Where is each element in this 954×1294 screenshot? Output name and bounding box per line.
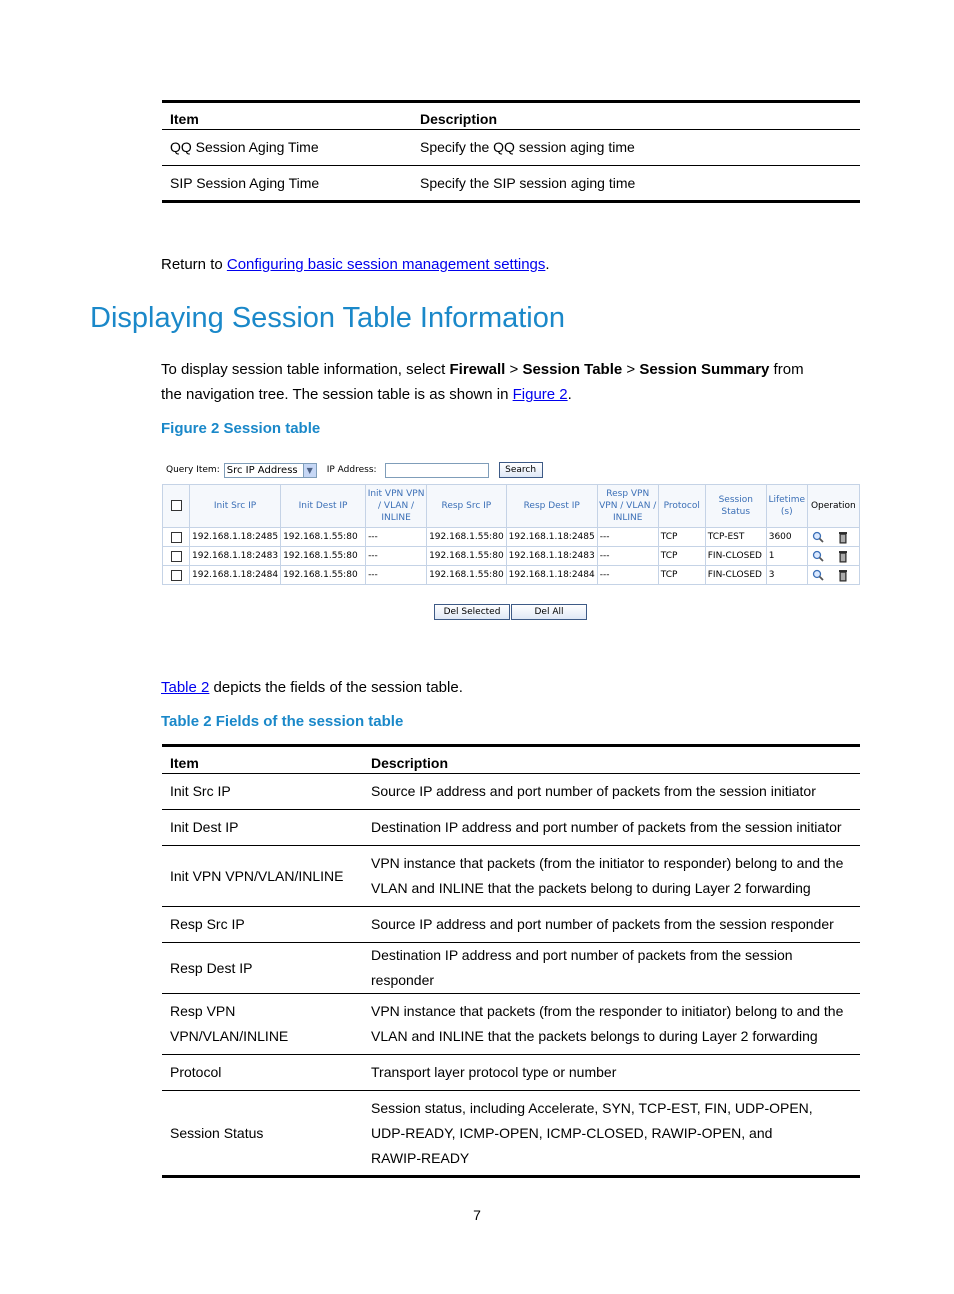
ip-address-label: IP Address: <box>326 465 377 475</box>
trash-icon[interactable] <box>838 531 848 544</box>
row-checkbox-cell <box>163 528 190 547</box>
table-row <box>162 1055 860 1091</box>
table-cell: 192.168.1.55:80 <box>281 566 366 585</box>
magnifier-icon[interactable] <box>812 569 824 581</box>
column-header-init-dest-ip[interactable]: Init Dest IP <box>281 485 366 528</box>
field-description: VLAN and INLINE that the packets belong to during Layer 2 forwarding <box>371 880 811 896</box>
menu-firewall: Firewall <box>449 361 506 378</box>
field-name: Resp VPN <box>170 1003 236 1019</box>
table-cell: 3 <box>766 566 807 585</box>
column-header-item: Item <box>170 755 199 771</box>
table-cell: 192.168.1.55:80 <box>281 547 366 566</box>
column-header-resp-src-ip[interactable]: Resp Src IP <box>427 485 507 528</box>
column-header-lifetime[interactable]: Lifetime (s) <box>766 485 807 528</box>
table2-link[interactable]: Table 2 <box>161 679 210 696</box>
table-cell <box>162 1055 363 1091</box>
menu-session-table: Session Table <box>522 361 623 378</box>
select-all-checkbox-cell <box>163 485 190 528</box>
chevron-down-icon: ▼ <box>303 464 316 477</box>
field-description: Destination IP address and port number of packets from the session initiator <box>371 819 842 835</box>
column-header-protocol[interactable]: Protocol <box>658 485 705 528</box>
table-cell <box>162 846 363 907</box>
table-cell: 192.168.1.18:2484 <box>506 566 597 585</box>
query-item-label: Query Item: <box>166 465 220 475</box>
table-cell <box>162 1091 363 1177</box>
row-checkbox[interactable] <box>171 551 182 562</box>
return-end: . <box>545 256 550 273</box>
field-description: RAWIP-READY <box>371 1149 470 1166</box>
row-checkbox[interactable] <box>171 570 182 581</box>
field-description: VPN instance that packets (from the responder to initiator) belong to and the <box>371 1003 844 1019</box>
session-fields-table <box>162 744 860 1178</box>
table-cell <box>363 907 860 943</box>
search-button[interactable]: Search <box>499 462 543 478</box>
trash-icon[interactable] <box>838 550 848 563</box>
trash-icon[interactable] <box>838 569 848 582</box>
column-header-resp-dest-ip[interactable]: Resp Dest IP <box>506 485 597 528</box>
table-cell: --- <box>597 566 658 585</box>
table-cell: --- <box>366 528 427 547</box>
intro-text-line2: the navigation tree. The session table is as shown in <box>161 386 513 403</box>
field-description: Source IP address and port number of packets from the session initiator <box>371 783 816 799</box>
table-row <box>163 547 860 566</box>
return-text: Return to <box>161 256 227 273</box>
query-bar <box>166 462 543 478</box>
column-header-init-src-ip[interactable]: Init Src IP <box>190 485 281 528</box>
del-selected-button[interactable]: Del Selected <box>434 604 510 620</box>
table-cell <box>162 810 363 846</box>
operation-cell <box>807 547 859 566</box>
table-cell <box>363 774 860 810</box>
field-name: Session Status <box>170 1124 264 1141</box>
table-cell <box>363 810 860 846</box>
table-cell <box>363 1091 860 1177</box>
column-header-description: Description <box>371 755 449 771</box>
field-name: VPN/VLAN/INLINE <box>170 1028 289 1044</box>
table-cell: 192.168.1.55:80 <box>427 528 507 547</box>
figure-link[interactable]: Figure 2 <box>512 386 568 403</box>
table-row <box>162 994 860 1055</box>
table-cell <box>162 994 363 1055</box>
menu-separator: > <box>505 361 523 378</box>
field-description: Source IP address and port number of packets from the session responder <box>371 916 834 932</box>
field-name: Init Src IP <box>170 783 231 799</box>
page-heading: Displaying Session Table Information <box>90 302 566 334</box>
field-description: VLAN and INLINE that the packets belongs to during Layer 2 forwarding <box>371 1028 818 1044</box>
column-header-init-vpn[interactable]: Init VPN VPN / VLAN / INLINE <box>366 485 427 528</box>
row-checkbox[interactable] <box>171 532 182 543</box>
figure-caption: Figure 2 Session table <box>161 420 321 437</box>
table-row <box>162 130 860 166</box>
field-name: Protocol <box>170 1064 222 1080</box>
session-table <box>162 484 860 585</box>
del-all-button[interactable]: Del All <box>511 604 587 620</box>
table-cell: 192.168.1.18:2485 <box>506 528 597 547</box>
table-cell: --- <box>597 528 658 547</box>
menu-separator: > <box>622 361 640 378</box>
action-buttons <box>434 604 587 620</box>
table-cell: --- <box>366 547 427 566</box>
query-item-select[interactable] <box>224 463 317 478</box>
table-cell: 192.168.1.55:80 <box>427 547 507 566</box>
operation-cell <box>807 528 859 547</box>
magnifier-icon[interactable] <box>812 550 824 562</box>
row-checkbox-cell <box>163 566 190 585</box>
field-name: Init VPN VPN/VLAN/INLINE <box>170 867 344 884</box>
table-cell <box>363 994 860 1055</box>
column-header-operation: Operation <box>807 485 859 528</box>
table-cell: 192.168.1.18:2485 <box>190 528 281 547</box>
table-cell: --- <box>597 547 658 566</box>
table-cell <box>363 1055 860 1091</box>
intro-text: from <box>769 361 804 378</box>
table-cell: TCP <box>658 566 705 585</box>
table-cell: 192.168.1.55:80 <box>427 566 507 585</box>
table-row <box>162 943 860 994</box>
aging-time-table <box>162 100 860 203</box>
field-description: Session status, including Accelerate, SYN, TCP-EST, FIN, UDP-OPEN, <box>371 1099 813 1116</box>
table-cell: 192.168.1.18:2483 <box>190 547 281 566</box>
field-description: VPN instance that packets (from the initiator to responder) belong to and the <box>371 855 844 871</box>
column-header-session-status[interactable]: Session Status <box>705 485 766 528</box>
page-number: 7 <box>473 1207 481 1223</box>
table-cell <box>162 943 363 994</box>
table-header-row <box>162 746 860 774</box>
operation-cell <box>807 566 859 585</box>
field-name: Resp Src IP <box>170 916 245 932</box>
table2-reference-text: depicts the fields of the session table. <box>209 679 463 696</box>
intro-paragraph <box>161 357 866 407</box>
table2-reference <box>161 675 463 700</box>
table-cell: SIP Session Aging Time <box>170 174 320 191</box>
field-description: Destination IP address and port number of packets from the session responder <box>371 947 793 988</box>
select-all-checkbox[interactable] <box>171 500 182 511</box>
table-cell: QQ Session Aging Time <box>170 139 319 155</box>
session-table-figure <box>162 460 860 625</box>
ip-address-input[interactable] <box>385 463 489 478</box>
menu-session-summary: Session Summary <box>639 361 770 378</box>
row-checkbox-cell <box>163 547 190 566</box>
field-description: UDP-READY, ICMP-OPEN, ICMP-CLOSED, RAWIP-OPEN, and <box>371 1124 773 1141</box>
magnifier-icon[interactable] <box>812 531 824 543</box>
intro-end: . <box>567 386 572 403</box>
table-cell: TCP <box>658 528 705 547</box>
table-row <box>162 907 860 943</box>
table-cell: --- <box>366 566 427 585</box>
table-row <box>162 1091 860 1177</box>
table-cell: 1 <box>766 547 807 566</box>
session-table-header <box>163 485 860 528</box>
query-item-value: Src IP Address <box>226 464 298 476</box>
table-row <box>162 774 860 810</box>
table2-caption: Table 2 Fields of the session table <box>161 713 404 730</box>
column-header-description: Description <box>420 111 498 127</box>
table-cell: 192.168.1.18:2484 <box>190 566 281 585</box>
field-name: Resp Dest IP <box>170 959 253 976</box>
column-header-resp-vpn[interactable]: Resp VPN VPN / VLAN / INLINE <box>597 485 658 528</box>
table-row <box>163 566 860 585</box>
table-cell <box>363 943 860 994</box>
table-row <box>162 846 860 907</box>
table-cell: Specify the SIP session aging time <box>420 174 636 191</box>
table-cell: Specify the QQ session aging time <box>420 139 635 155</box>
field-description: Transport layer protocol type or number <box>371 1064 617 1080</box>
table-cell: FIN-CLOSED <box>705 566 766 585</box>
table-row <box>162 166 860 202</box>
table-cell <box>162 907 363 943</box>
table-cell <box>162 774 363 810</box>
intro-text: To display session table information, select <box>161 361 450 378</box>
table-row <box>163 528 860 547</box>
table-cell <box>363 846 860 907</box>
column-header-item: Item <box>170 111 199 127</box>
table-cell: 3600 <box>766 528 807 547</box>
table-cell: 192.168.1.18:2483 <box>506 547 597 566</box>
table-header-row <box>162 102 860 130</box>
table-cell: 192.168.1.55:80 <box>281 528 366 547</box>
return-paragraph <box>161 252 550 277</box>
field-name: Init Dest IP <box>170 819 239 835</box>
table-cell: TCP-EST <box>705 528 766 547</box>
return-link[interactable]: Configuring basic session management settings <box>226 256 546 273</box>
table-cell: FIN-CLOSED <box>705 547 766 566</box>
table-row <box>162 810 860 846</box>
table-cell: TCP <box>658 547 705 566</box>
